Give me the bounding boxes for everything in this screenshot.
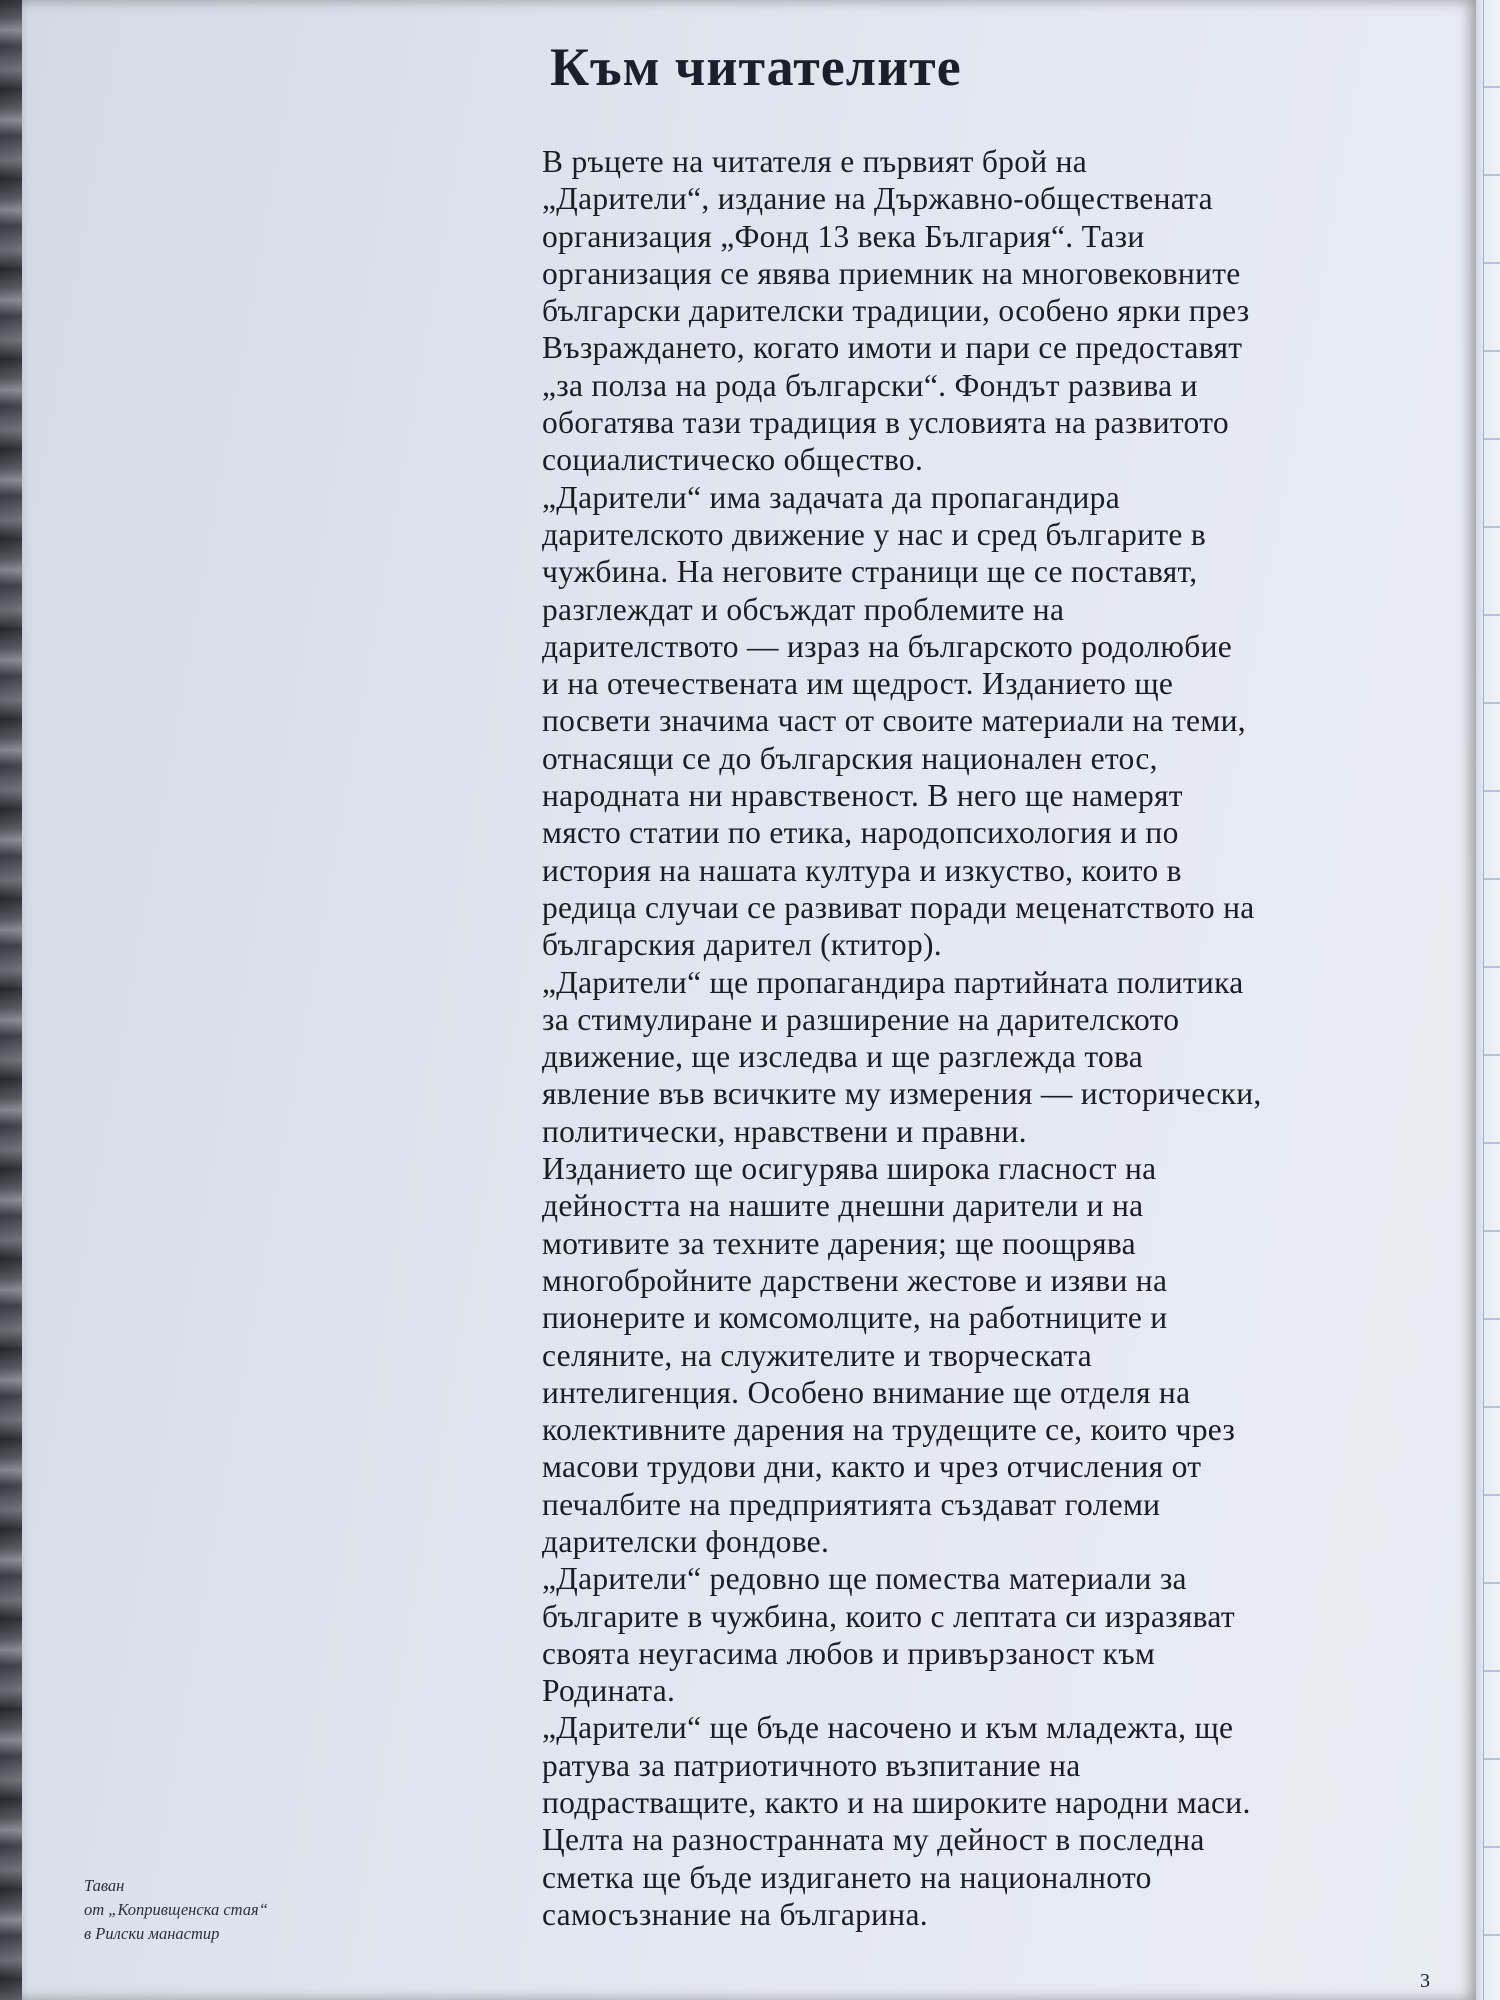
- text-line: българите в чужбина, които с лептата си изразяват: [542, 1598, 1235, 1634]
- magazine-page: [22, 0, 1477, 2000]
- text-line: своята неугасима любов и привързаност към: [542, 1635, 1156, 1671]
- body-text: [542, 143, 1442, 1933]
- text-line: „Дарители“, издание на Държавно-обществената: [542, 181, 1213, 217]
- text-line: подрастващите, както и на широките народни маси.: [542, 1785, 1251, 1821]
- caption-line: от „Копривщенска стая“: [84, 1900, 268, 1919]
- text-line: българския дарител (ктитор).: [542, 927, 942, 963]
- text-line: мотивите за техните дарения; ще поощрява: [542, 1225, 1136, 1261]
- text-line: редица случаи се развиват поради меценатството на: [542, 889, 1255, 925]
- text-line: Родината.: [542, 1673, 676, 1709]
- text-line: Целта на разностранната му дейност в последна: [542, 1822, 1205, 1858]
- text-line: Възраждането, когато имоти и пари се предоставят: [542, 330, 1243, 366]
- text-line: чужбина. На неговите страници ще се поставят,: [542, 554, 1198, 590]
- text-line: „Дарители“ има задачата да пропагандира: [542, 479, 1121, 515]
- text-line: дарителски фондове.: [542, 1523, 830, 1559]
- text-line: масови трудови дни, както и чрез отчисления от: [542, 1449, 1202, 1485]
- text-line: интелигенция. Особено внимание ще отделя на: [542, 1374, 1191, 1410]
- page-title: Към читателите: [550, 37, 962, 97]
- text-line: социалистическо общество.: [542, 442, 924, 478]
- text-line: сметка ще бъде издигането на националното: [542, 1859, 1152, 1895]
- text-line: „Дарители“ ще бъде насочено и към младежта, ще: [542, 1710, 1234, 1746]
- page-edge-marks: [1484, 0, 1500, 2000]
- image-caption: [84, 1874, 268, 1946]
- text-line: разглеждат и обсъждат проблемите на: [542, 591, 1065, 627]
- text-line: народната ни нравственост. В него ще намерят: [542, 778, 1183, 814]
- text-line: „Дарители“ ще пропагандира партийната политика: [542, 964, 1244, 1000]
- text-line: за стимулиране и разширение на дарителското: [542, 1001, 1180, 1037]
- text-line: дейността на нашите днешни дарители и на: [542, 1188, 1144, 1224]
- page-number: 3: [1420, 1970, 1430, 1992]
- text-line: организация се явява приемник на многовековните: [542, 255, 1241, 291]
- text-line: дарителското движение у нас и сред българите в: [542, 516, 1207, 552]
- text-line: „за полза на рода български“. Фондът развива и: [542, 367, 1198, 403]
- text-line: ратува за патриотичното възпитание на: [542, 1747, 1081, 1783]
- text-line: селяните, на служителите и творческата: [542, 1337, 1093, 1373]
- text-line: пионерите и комсомолците, на работниците и: [542, 1300, 1168, 1336]
- text-line: място статии по етика, народопсихология и по: [542, 815, 1179, 851]
- text-line: печалбите на предприятията създават големи: [542, 1486, 1161, 1522]
- text-line: и на отечествената им щедрост. Изданието ще: [542, 666, 1174, 702]
- text-line: дарителството — израз на българското родолюбие: [542, 628, 1233, 664]
- caption-line: Таван: [84, 1876, 125, 1895]
- text-line: обогатява тази традиция в условията на развитото: [542, 405, 1229, 441]
- text-line: движение, ще изследва и ще разглежда това: [542, 1039, 1144, 1075]
- text-line: Изданието ще осигурява широка гласност на: [542, 1151, 1157, 1187]
- text-line: многобройните дарствени жестове и изяви на: [542, 1262, 1168, 1298]
- text-line: „Дарители“ редовно ще помества материали за: [542, 1561, 1187, 1597]
- text-line: В ръцете на читателя е първият брой на: [542, 144, 1088, 179]
- text-line: колективните дарения на трудещите се, които чрез: [542, 1412, 1236, 1448]
- text-line: отнасящи се до българския национален етос,: [542, 740, 1158, 776]
- text-line: посвети значима част от своите материали на теми,: [542, 703, 1246, 739]
- caption-line: в Рилски манастир: [84, 1924, 220, 1943]
- text-line: български дарителски традиции, особено ярки през: [542, 293, 1250, 329]
- text-line: история на нашата култура и изкуство, които в: [542, 852, 1182, 888]
- text-line: самосъзнание на българина.: [542, 1896, 928, 1932]
- text-line: политически, нравствени и правни.: [542, 1113, 1027, 1149]
- text-line: явление във всичките му измерения — исторически,: [542, 1076, 1262, 1112]
- text-line: организация „Фонд 13 века България“. Тази: [542, 218, 1145, 254]
